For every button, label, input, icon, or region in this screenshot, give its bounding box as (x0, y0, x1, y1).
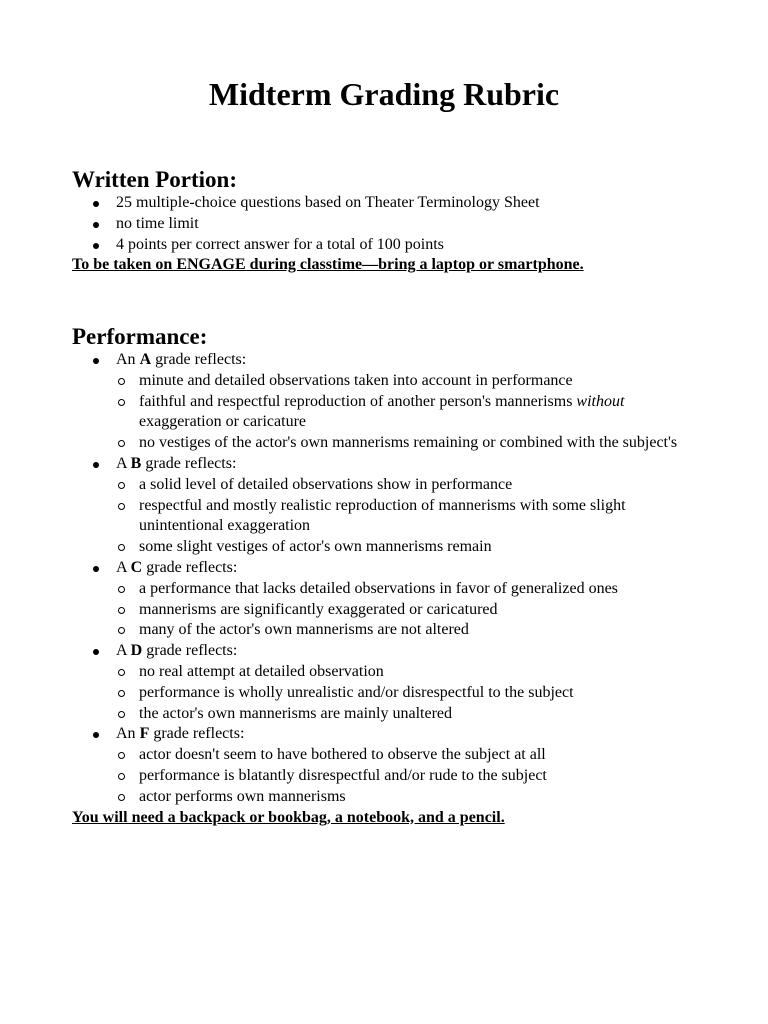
criteria-item: a solid level of detailed observations show in performance (72, 475, 692, 496)
criteria-text: faithful and respectful reproduction of another person's mannerisms (139, 392, 577, 410)
criteria-item: performance is blatantly disrespectful and/or rude to the subject (72, 766, 692, 787)
grade-criteria-list (116, 475, 692, 558)
written-portion-section (72, 193, 692, 276)
criteria-item: actor doesn't seem to have bothered to observe the subject at all (72, 745, 692, 766)
criteria-item: mannerisms are significantly exaggerated or caricatured (72, 600, 692, 621)
grade-criteria-list (116, 662, 692, 724)
grade-item-b (72, 454, 692, 558)
grade-prefix: An (116, 351, 140, 368)
grade-item-d (72, 641, 692, 724)
grade-item-a (72, 350, 692, 454)
written-portion-heading: Written Portion: (72, 167, 238, 192)
page-title: Midterm Grading Rubric (208, 76, 560, 112)
grade-letter: C (130, 558, 143, 576)
grade-letter: D (130, 642, 143, 660)
written-portion-note: To be taken on ENGAGE during classtime—bring a laptop or smartphone. (72, 256, 584, 274)
criteria-item: a performance that lacks detailed observations in favor of generalized ones (72, 579, 692, 600)
performance-section (72, 350, 692, 828)
grade-letter: B (130, 454, 142, 472)
performance-heading: Performance: (72, 324, 208, 349)
grade-letter: F (139, 725, 150, 743)
grade-prefix: A (116, 642, 131, 660)
grade-letter: A (139, 351, 152, 368)
grade-prefix: A (116, 454, 131, 472)
criteria-item (72, 392, 692, 434)
criteria-item: no real attempt at detailed observation (72, 662, 692, 683)
list-item: 4 points per correct answer for a total of 100 points (72, 235, 692, 256)
list-item: no time limit (72, 214, 692, 235)
criteria-item: the actor's own mannerisms are mainly unaltered (72, 704, 692, 725)
grade-item-c (72, 558, 692, 641)
grade-suffix: grade reflects: (142, 558, 238, 576)
performance-note: You will need a backpack or bookbag, a notebook, and a pencil. (72, 808, 505, 826)
grade-prefix: A (116, 558, 131, 576)
grade-suffix: grade reflects: (141, 454, 237, 472)
grades-list (72, 350, 692, 808)
grade-criteria-list (116, 371, 692, 454)
criteria-item: respectful and mostly realistic reproduction of mannerisms with some slight unintentional exaggeration (72, 496, 692, 538)
grade-item-f (72, 724, 692, 807)
criteria-item: actor performs own mannerisms (72, 787, 692, 808)
grade-criteria-list (116, 579, 692, 641)
written-portion-list (72, 193, 692, 255)
criteria-item: minute and detailed observations taken into account in performance (72, 371, 692, 392)
list-item: 25 multiple-choice questions based on Theater Terminology Sheet (72, 193, 692, 214)
grade-suffix: grade reflects: (142, 642, 238, 660)
grade-suffix: grade reflects: (151, 351, 247, 368)
criteria-item: many of the actor's own mannerisms are not altered (72, 620, 692, 641)
grade-criteria-list (116, 745, 692, 807)
criteria-emphasis: without (576, 392, 625, 410)
criteria-item: some slight vestiges of actor's own mannerisms remain (72, 537, 692, 558)
criteria-text: exaggeration or caricature (139, 413, 307, 431)
grade-prefix: An (116, 725, 140, 743)
criteria-item: no vestiges of the actor's own mannerisms remaining or combined with the subject's (72, 433, 692, 454)
criteria-item: performance is wholly unrealistic and/or disrespectful to the subject (72, 683, 692, 704)
grade-suffix: grade reflects: (149, 725, 245, 743)
